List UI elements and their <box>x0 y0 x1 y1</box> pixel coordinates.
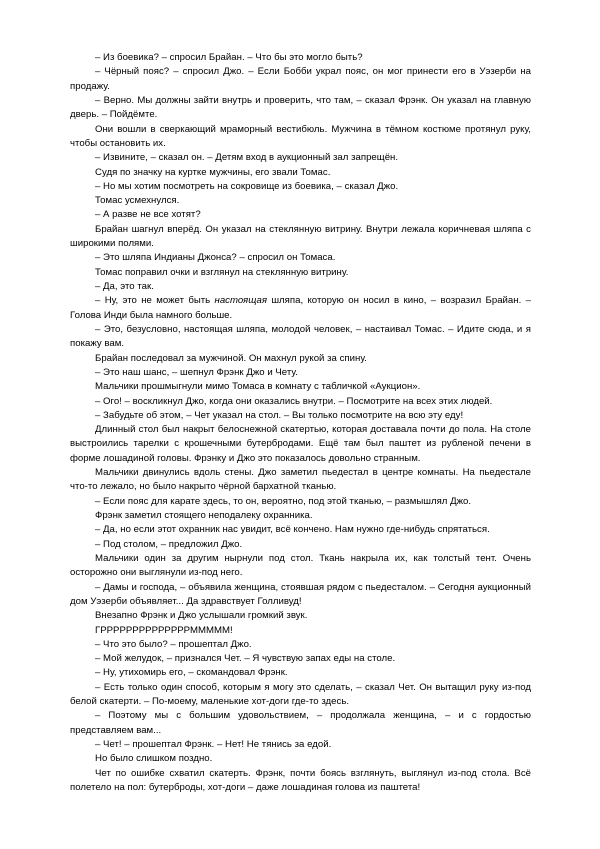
paragraph: – Чет! – прошептал Фрэнк. – Нет! Не тянись за едой. <box>95 739 332 750</box>
paragraph: – Верно. Мы должны зайти внутрь и проверить, что там, – сказал Фрэнк. Он указал на главную дверь. – Пойдёмте. <box>70 94 531 121</box>
paragraph: Томас поправил очки и взглянул на стеклянную витрину. <box>95 266 349 278</box>
paragraph: Длинный стол был накрыт белоснежной скатертью, которая доставала почти до пола. На столе выстроились тарелки с крошечными бутербродами. Ещё там был паштет из рубленой печени в форме лошадиной головы. Фрэнку и Джо это показалось довольно странным. <box>70 424 531 464</box>
paragraph: – Это, безусловно, настоящая шляпа, молодой человек, – настаивал Томас. – Идите сюда, и я покажу вам. <box>70 323 531 350</box>
paragraph: Внезапно Фрэнк и Джо услышали громкий звук. <box>95 610 308 622</box>
paragraph: – Что это было? – прошептал Джо. <box>95 638 252 650</box>
paragraph: – Ого! – воскликнул Джо, когда они оказались внутри. – Посмотрите на всех этих людей. <box>95 395 493 407</box>
body-text-column <box>70 51 531 795</box>
paragraph: Судя по значку на куртке мужчины, его звали Томас. <box>95 166 331 178</box>
paragraph: – Забудьте об этом, – Чет указал на стол. – Вы только посмотрите на всю эту еду! <box>95 409 464 421</box>
paragraph: – Дамы и господа, – объявила женщина, стоявшая рядом с пьедесталом. – Сегодня аукционный дом Уэзерби объявляет... Да здравствует Голливуд! <box>70 581 531 607</box>
paragraph-with-italic <box>70 294 531 323</box>
italic-para-after: шляпа, которую он носил в кино, – возразил Брайан. – Голова Инди была намного больше. <box>70 295 531 321</box>
paragraph: – Это шляпа Индианы Джонса? – спросил он Томаса. <box>95 252 336 264</box>
paragraph: – Это наш шанс, – шепнул Фрэнк Джо и Чету. <box>95 366 298 378</box>
paragraph: – Извините, – сказал он. – Детям вход в аукционный зал запрещён. <box>95 152 399 164</box>
paragraph: Фрэнк заметил стоящего неподалеку охранника. <box>95 510 313 521</box>
paragraph: – Есть только один способ, которым я могу это сделать, – сказал Чет. Он вытащил руку из-под белой скатерти. – По-моему, маленькие хот-доги где-то здесь. <box>70 681 531 708</box>
paragraph: Чет по ошибке схватил скатерть. Фрэнк, почти боясь взглянуть, выглянул из-под стола. Всё полетело на пол: бутерброды, хот-доги – даже лошадиная голова из паштета! <box>70 767 531 793</box>
italic-emphasis: настоящая <box>214 295 267 307</box>
paragraph: – Ну, утихомирь его, – скомандовал Фрэнк. <box>95 667 288 679</box>
paragraph: – Но мы хотим посмотреть на сокровище из боевика, – сказал Джо. <box>95 180 399 192</box>
paragraph: – Мой желудок, – признался Чет. – Я чувствую запах еды на столе. <box>95 653 396 665</box>
paragraph: Мальчики двинулись вдоль стены. Джо заметил пьедестал в центре комнаты. На пьедестале что-то лежало, но было накрыто чёрной бархатной тканью. <box>70 467 531 493</box>
paragraph: Мальчики прошмыгнули мимо Томаса в комнату с табличкой «Аукцион». <box>95 381 421 393</box>
paragraph: Они вошли в сверкающий мраморный вестибюль. Мужчина в тёмном костюме протянул руку, чтобы остановить их. <box>70 123 531 149</box>
paragraph: – Поэтому мы с большим удовольствием, – продолжала женщина, – и с гордостью представляем вам... <box>70 710 531 736</box>
italic-para-before: – Ну, это не может быть <box>95 295 215 307</box>
paragraph: Но было слишком поздно. <box>95 753 213 765</box>
paragraph: – Под столом, – предложил Джо. <box>95 538 243 550</box>
paragraph: – Да, это так. <box>95 281 154 292</box>
paragraph: – Если пояс для карате здесь, то он, вероятно, под этой тканью, – размышлял Джо. <box>95 495 472 507</box>
paragraph: Брайан последовал за мужчиной. Он махнул рукой за спину. <box>95 352 367 364</box>
paragraph: Мальчики один за другим нырнули под стол. Ткань накрыла их, как толстый тент. Очень осторожно они выглянули из-под него. <box>70 552 531 579</box>
paragraph: – Из боевика? – спросил Брайан. – Что бы это могло быть? <box>95 52 363 63</box>
paragraph: – Да, но если этот охранник нас увидит, всё кончено. Нам нужно где-нибудь спрятаться. <box>95 524 490 536</box>
paragraph: Томас усмехнулся. <box>95 195 180 207</box>
paragraph: Брайан шагнул вперёд. Он указал на стеклянную витрину. Внутри лежала коричневая шляпа с широкими полями. <box>70 223 531 250</box>
paragraph: – А разве не все хотят? <box>95 209 201 221</box>
paragraph: – Чёрный пояс? – спросил Джо. – Если Бобби украл пояс, он мог принести его в Уэзерби на продажу. <box>70 66 531 92</box>
paragraph-onomatopoeia: ГРРРРРРРРРРРРРРМММММ! <box>95 624 233 636</box>
